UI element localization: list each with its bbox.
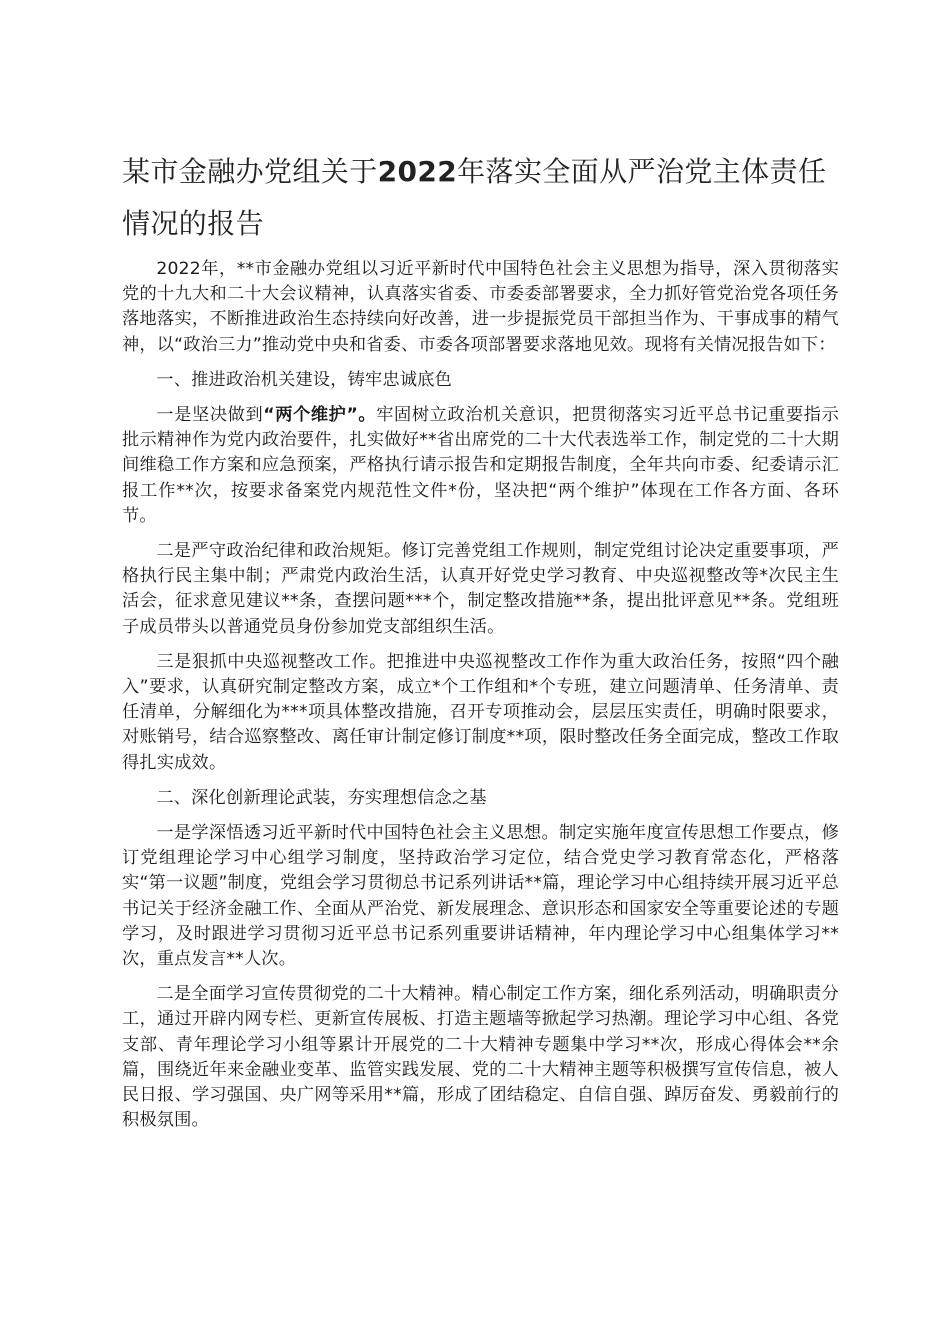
section-1-item-1: [122, 403, 839, 529]
item-text: 精心制定工作方案，细化系列活动，明确职责分工，通过开辟内网专栏、更新宣传展板、打造主题墙等掀起学习热潮。理论学习中心组、各党支部、青年理论学习小组等累计开展党的二十大精神专题集中学习**次，形成心得体会**余篇，围绕近年来金融业变革、监管实践发展、党的二十大精神主题等积极撰写宣传信息，被人民日报、学习强国、央广网等采用**篇，形成了团结稳定、自信自强、踔厉奋发、勇毅前行的积极氛围。: [122, 984, 839, 1131]
document-body: [122, 257, 839, 1144]
section-1-item-2: [122, 539, 839, 640]
title-prefix: 某市金融办党组关于: [122, 155, 378, 188]
item-text: 制定实施年度宣传思想工作要点，修订党组理论学习中心组学习制度，坚持政治学习定位，结合党史学习教育常态化，严格落实“第一议题”制度，党组会学习贯彻总书记系列讲话**篇，理论学习中心组持续开展习近平总书记关于经济金融工作、全面从严治党、新发展理念、意识形态和国家安全等重要论述的专题学习，及时跟进学习贯彻习近平总书记系列重要讲话精神，年内理论学习中心组集体学习**次，重点发言**人次。: [122, 823, 840, 970]
section-2-item-2: [122, 982, 839, 1133]
document-title: [122, 146, 842, 250]
item-text: 牢固树立政治机关意识，把贯彻落实习近平总书记重要指示批示精神作为党内政治要件，扎实做好**省出席党的二十大代表选举工作，制定党的二十大期间维稳工作方案和应急预案，严格执行请示报告和定期报告制度，全年共向市委、纪委请示汇报工作**次，按要求备案党内规范性文件*份，坚决把“两个维护”体现在工作各方面、各环节。: [122, 405, 840, 526]
item-lead: 一是坚决做到: [156, 405, 264, 426]
intro-paragraph: 2022年，**市金融办党组以习近平新时代中国特色社会主义思想为指导，深入贯彻落实党的十九大和二十大会议精神，认真落实省委、市委委部署要求，全力抓好管党治党各项任务落地落实，不断推进政治生态持续向好改善，进一步提振党员干部担当作为、干事成事的精气神，以“政治三力”推动党中央和省委、市委各项部署要求落地见效。现将有关情况报告如下：: [122, 259, 839, 355]
item-lead: 三是狠抓中央巡视整改工作。: [156, 651, 387, 672]
section-2-item-1: [122, 821, 839, 972]
item-text: 修订完善党组工作规则，制定党组讨论决定重要事项，严格执行民主集中制；严肃党内政治生活，认真开好党史学习教育、中央巡视整改等*次民主生活会，征求意见建议**条，查摆问题***个，制定整改措施**条，提出批评意见**条。党组班子成员带头以普通党员身份参加党支部组织生活。: [122, 541, 839, 637]
item-lead-emphasis: “两个维护”。: [263, 405, 377, 426]
section-1-item-3: [122, 650, 839, 776]
item-lead: 二是严守政治纪律和政治规矩。: [156, 541, 402, 562]
title-suffix: 年落实全面从严治党主体责任情况的报告: [122, 155, 827, 240]
item-lead: 二是全面学习宣传贯彻党的二十大精神。: [156, 984, 472, 1005]
section-heading-1: 一、推进政治机关建设，铸牢忠诚底色: [156, 369, 452, 390]
section-heading-2: 二、深化创新理论武装，夯实理想信念之基: [156, 787, 487, 808]
item-text: 把推进中央巡视整改工作作为重大政治任务，按照“四个融入”要求，认真研究制定整改方案，成立*个工作组和*个专班，建立问题清单、任务清单、责任清单，分解细化为***项具体整改措施，召开专项推动会，层层压实责任，明确时限要求，对账销号，结合巡察整改、离任审计制定修订制度**项，限时整改任务全面完成，整改工作取得扎实成效。: [122, 651, 839, 773]
title-year: 2022: [377, 155, 458, 188]
item-lead: 一是学深悟透习近平新时代中国特色社会主义思想。: [156, 823, 560, 844]
